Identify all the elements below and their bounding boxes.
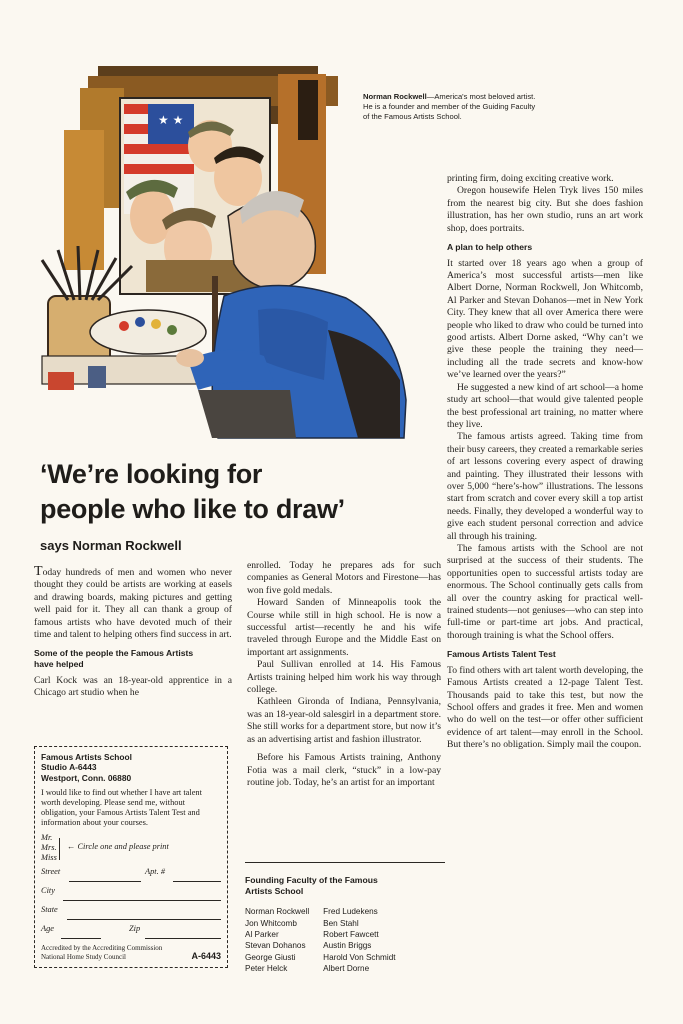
kathleen-gironda-paragraph: Kathleen Gironda of Indiana, Pennsylvania, was an 18-year-old salesgirl in a department store. She still works for a department store, but now it’s as an advertising artist and fashion illustrator. <box>247 696 441 745</box>
illustration-caption <box>363 92 543 122</box>
headline-line-1: ‘We’re looking for <box>40 459 263 489</box>
column-1 <box>34 566 232 699</box>
success-paragraph: The famous artists with the School are not surprised at the success of their students. The opportunities open to successful artists today are enormous. The School continually gets calls from all over the country asking for practical well-trained students—not geniuses—who can step into full-time or part-time art jobs. And practical, thorough training is what the School offers. <box>447 542 643 641</box>
plan-paragraph: It started over 18 years ago when a group of America’s most successful artists—men like Albert Dorne, Norman Rockwell, Jon Whitcomb, Al Parker and Stevan Dohanos—met in New York City. They knew that all over America there were people who liked to draw who could be turned into good artists. Albert Dorne asked, “Why can’t we give these people the training they need—including all the trade secrets and know-how we’ve learned over the years?” <box>447 257 643 381</box>
subhead-plan: A plan to help others <box>447 242 533 253</box>
printing-firm-continued: printing firm, doing exciting creative work. <box>447 173 614 184</box>
faculty-name: Austin Briggs <box>323 941 372 951</box>
rockwell-painting-icon <box>28 60 420 442</box>
street-label: Street <box>41 867 61 877</box>
founding-faculty <box>245 862 445 981</box>
faculty-name: Robert Fawcett <box>323 930 379 939</box>
state-label: State <box>41 905 58 915</box>
faculty-list-right <box>323 906 395 974</box>
howard-sanden-paragraph: Howard Sanden of Minneapolis took the Course while still in high school. He is now a successful artist—recently he and his wife traveled through Europe and the Middle East on important art assignments. <box>247 597 441 658</box>
column-2 <box>247 560 441 789</box>
headline-line-2: people who like to draw’ <box>40 494 345 524</box>
mail-coupon[interactable] <box>34 746 228 968</box>
drop-cap: T <box>34 564 43 579</box>
state-field[interactable] <box>41 905 221 924</box>
subhead-talent-test: Famous Artists Talent Test <box>447 649 556 660</box>
circle-one-note: ← Circle one and please print <box>67 842 169 852</box>
mrs-label[interactable]: Mrs. <box>41 843 57 853</box>
faculty-name: Fred Ludekens <box>323 907 378 917</box>
faculty-name: Jon Whitcomb <box>245 918 297 928</box>
accreditation-note: Accredited by the Accrediting Commission National Home Study Council <box>41 944 163 961</box>
headline <box>40 457 440 527</box>
suggested-paragraph: He suggested a new kind of art school—a home study art school—that would give talented people the best professional art training, no matter where they live. <box>447 381 643 430</box>
coupon-address-line-3: Westport, Conn. 06880 <box>41 772 132 783</box>
caption-name: Norman Rockwell <box>363 92 427 101</box>
coupon-address-line-2: Studio A-6443 <box>41 762 97 773</box>
anthony-fotia-paragraph: Before his Famous Artists training, Anthony Fotia was a mail clerk, “stuck” in a low-pay routine job. Today, he’s an artist for an important <box>247 752 441 788</box>
helen-tryk-paragraph: Oregon housewife Helen Tryk lives 150 miles from the nearest big city. But she does fashion illustration, has her own studio, runs an art work shop, does portraits. <box>447 185 643 234</box>
intro-text: oday hundreds of men and women who never thought they could be artists are working at easels and drawing boards, making pictures and getting well paid for it. They all can thank a group of famous artists who have devoted much of their time and talent to helping others find success in art. <box>34 567 232 641</box>
paul-sullivan-paragraph: Paul Sullivan enrolled at 14. His Famous Artists training helped him work his way through college. <box>247 659 441 696</box>
faculty-name: Ben Stahl <box>323 918 359 928</box>
city-label: City <box>41 886 55 896</box>
coupon-request-text: I would like to find out whether I have art talent worth developing. Please send me, without obligation, your Famous Artists Talent Test and information about your courses. <box>41 788 202 828</box>
street-field[interactable] <box>41 867 221 886</box>
mr-label[interactable]: Mr. <box>41 833 53 843</box>
carl-kock-continued: enrolled. Today he prepares ads for such companies as General Motors and Firestone—has won five gold medals. <box>247 560 441 596</box>
faculty-name: George Giusti <box>245 952 296 962</box>
carl-kock-paragraph: Carl Kock was an 18-year-old apprentice in a Chicago art studio when he <box>34 674 232 699</box>
faculty-name: Norman Rockwell <box>245 907 310 917</box>
intro-paragraph <box>34 566 232 641</box>
faculty-name: Stevan Dohanos <box>245 941 306 951</box>
rockwell-illustration <box>28 60 420 442</box>
faculty-list-left <box>245 906 309 974</box>
faculty-name: Albert Dorne <box>323 964 370 974</box>
faculty-name: Peter Helck <box>245 964 288 974</box>
svg-text:★ ★: ★ ★ <box>158 113 184 127</box>
byline: says Norman Rockwell <box>40 538 182 553</box>
agreed-paragraph: The famous artists agreed. Taking time from their busy careers, they created a remarkable series of art lessons covering every aspect of drawing and painting. They illustrated their lessons with over 5,000 “here’s-how” illustrations. The lessons start from scratch and cover every skill a top artist needs. Finally, they developed a wonderful way to give each student personal correction and advice all through his training. <box>447 431 643 542</box>
talent-test-paragraph: To find others with art talent worth developing, the Famous Artists created a 12-page Talent Test. Thousands paid to take this test, but now the School offers and grades it free. Men and women who do well on the test—or offer other sufficient evidence of art talent—may enroll in the School. But there’s no obligation. Simply mail the coupon. <box>447 664 643 751</box>
miss-label[interactable]: Miss <box>41 853 57 863</box>
apt-label: Apt. # <box>145 867 166 877</box>
faculty-title: Founding Faculty of the Famous Artists School <box>245 875 378 896</box>
faculty-name: Al Parker <box>245 930 279 939</box>
zip-label: Zip <box>129 924 141 934</box>
column-3 <box>447 173 643 752</box>
caption-text: —America's most beloved artist. He is a founder and member of the Guiding Faculty of the Famous Artists School. <box>363 92 536 121</box>
title-field[interactable] <box>41 833 221 867</box>
age-label: Age <box>41 924 55 934</box>
coupon-address-line-1: Famous Artists School <box>41 752 132 762</box>
subhead-people-helped: Some of the people the Famous Artists have helped <box>34 648 194 670</box>
coupon-code: A-6443 <box>191 951 221 962</box>
coupon-address <box>41 752 221 783</box>
city-field[interactable] <box>41 886 221 905</box>
faculty-name: Harold Von Schmidt <box>323 952 396 962</box>
age-zip-field[interactable] <box>41 924 221 943</box>
